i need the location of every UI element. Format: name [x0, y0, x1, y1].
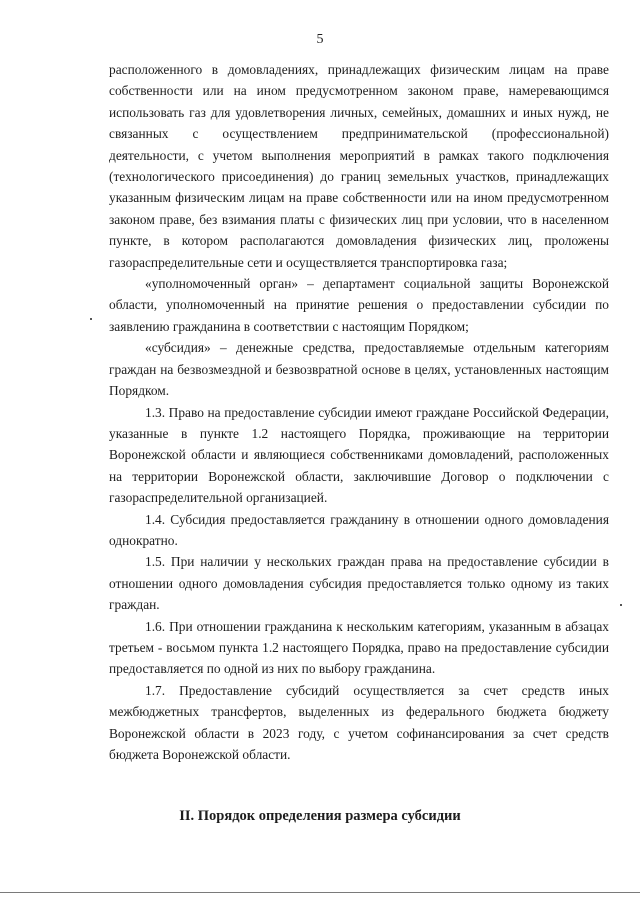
paragraph: «уполномоченный орган» – департамент социальной защиты Воронежской области, уполномоченный на принятие решения о предоставлении субсидии по заявлению гражданина в соответствии с настоящим Порядком;: [109, 276, 609, 334]
page-number: 5: [316, 32, 324, 47]
paragraph: «субсидия» – денежные средства, предоставляемые отдельным категориям граждан на безвозмездной и безвозвратной основе в целях, установленных настоящим Порядком.: [109, 340, 609, 399]
scan-artifact: [620, 604, 622, 606]
paragraph: расположенного в домовладениях, принадлежащих физическим лицам на праве собственности или на ином предусмотренном законом праве, намеревающимся использовать газ для удовлетворения личных, семейных, домашних и иных нужд, не связанных с осуществлением предпринимательской (профессиональной) деятельности, с учетом выполнения мероприятий в рамках такого подключения (технологического присоединения) до границ земельных участков, принадлежащих указанным физическим лицам на праве собственности или на ином предусмотренном законом праве, без взимания платы с физических лиц при условии, что в населенном пункте, в котором располагаются домовладения физических лиц, проложены газораспределительные сети и осуществляется транспортировка газа;: [109, 62, 609, 270]
scan-artifact: [90, 318, 92, 320]
paragraph: 1.4. Субсидия предоставляется гражданину в отношении одного домовладения однократно.: [109, 511, 609, 548]
section-title: II. Порядок определения размера субсидии: [179, 808, 461, 824]
body-text: [109, 59, 609, 765]
paragraph: 1.3. Право на предоставление субсидии имеют граждане Российской Федерации, указанные в пункте 1.2 настоящего Порядка, проживающие на территории Воронежской области и являющиеся собственниками домовладений, расположенных на территории Воронежской области, заключившие Договор о подключении с газораспределительной организацией.: [109, 404, 609, 506]
scan-edge-line: [0, 892, 640, 893]
paragraph: 1.5. При наличии у нескольких граждан права на предоставление субсидии в отношении одного домовладения субсидия предоставляется только одному из таких граждан.: [109, 554, 609, 613]
paragraph: 1.7. Предоставление субсидий осуществляется за счет средств иных межбюджетных трансфертов, выделенных из федерального бюджета бюджету Воронежской области в 2023 году, с учетом софинансирования за счет средств бюджета Воронежской области.: [109, 682, 609, 762]
paragraph: 1.6. При отношении гражданина к нескольким категориям, указанным в абзацах третьем - восьмом пункта 1.2 настоящего Порядка, право на предоставление субсидии предоставляется по одной из них по выбору гражданина.: [109, 618, 609, 677]
